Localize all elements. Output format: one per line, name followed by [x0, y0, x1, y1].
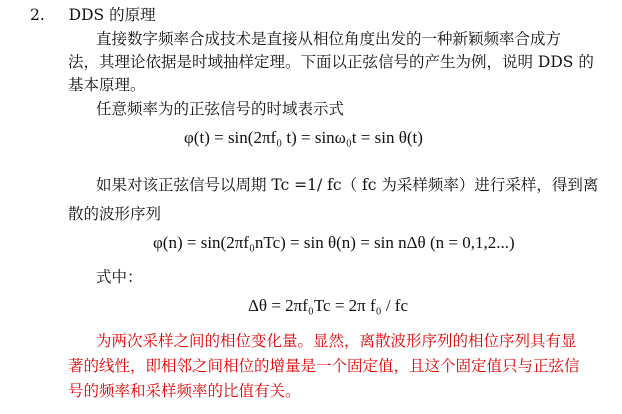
section-title: DDS 的原理: [68, 6, 156, 24]
equation-phase-sequence: φ(n) = sin(2πf₀nTc) = sin θ(n) = sin nΔθ (n = 0,1,2...): [153, 233, 515, 252]
paragraph-1-line-1: 直接数字频率合成技术是直接从相位角度出发的一种新颖频率合成方: [96, 30, 562, 48]
paragraph-3-line-2: 散的波形序列: [68, 205, 162, 223]
paragraph-5-line-3: 号的频率和采样频率的比值有关。: [68, 382, 301, 400]
equation-phase-increment: Δθ = 2πf₀Tc = 2π f₀ / fc: [248, 296, 409, 315]
paragraph-5-line-1: 为两次采样之间的相位变化量。显然，离散波形序列的相位序列具有显: [96, 332, 577, 350]
paragraph-5-line-2: 著的线性，即相邻之间相位的增量是一个固定值，且这个固定值只与正弦信: [68, 357, 580, 375]
paragraph-1-line-3: 基本原理。: [68, 76, 146, 94]
equation-phase-time: φ(t) = sin(2πf₀ t) = sinω₀t = sin θ(t): [184, 128, 423, 147]
paragraph-4-line-1: 式中：: [96, 268, 143, 286]
paragraph-2-line-1: 任意频率为的正弦信号的时域表示式: [96, 100, 345, 118]
section-heading: [30, 4, 156, 26]
paragraph-3-line-1: 如果对该正弦信号以周期 Tc =1/ fc（ fc 为采样频率）进行采样，得到离: [96, 176, 599, 194]
section-number: 2.: [30, 6, 45, 24]
paragraph-1-line-2: 法，其理论依据是时域抽样定理。下面以正弦信号的产生为例，说明 DDS 的: [68, 53, 594, 71]
